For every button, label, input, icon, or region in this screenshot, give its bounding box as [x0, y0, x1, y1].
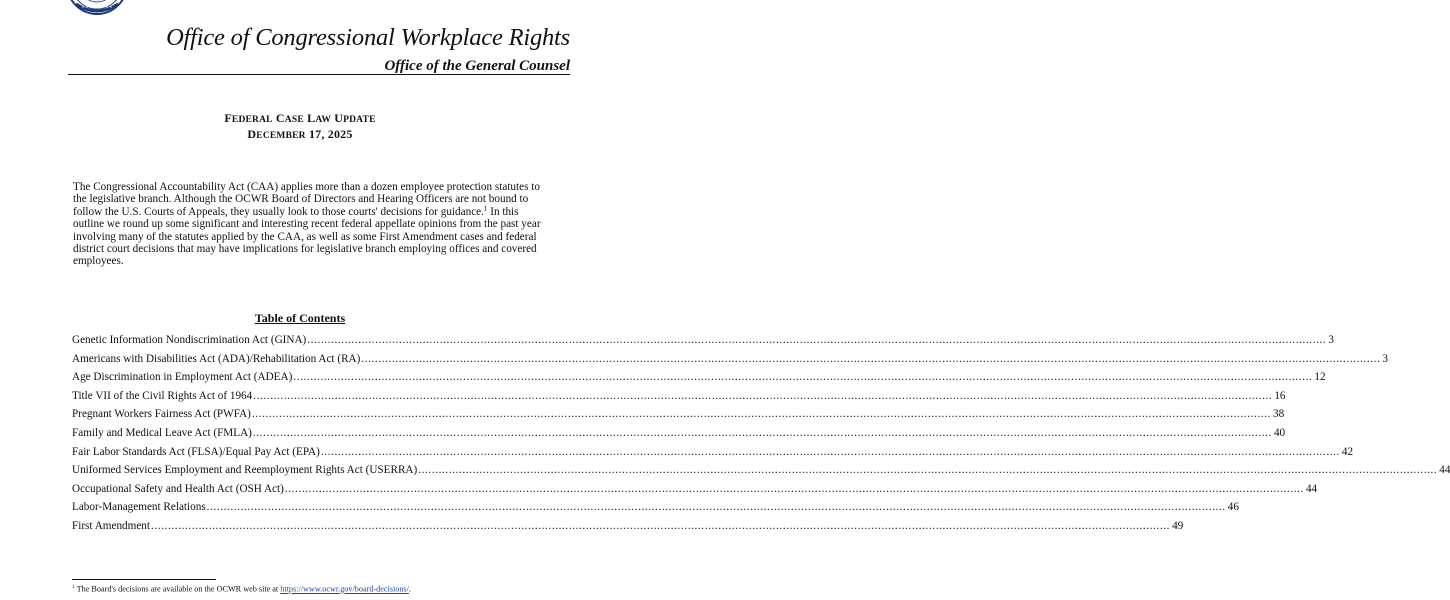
- toc-item[interactable]: [72, 389, 1286, 409]
- footnote: [72, 584, 411, 594]
- board-decisions-link[interactable]: https://www.ocwr.gov/board-decisions/: [280, 584, 409, 594]
- toc-item-title: First Amendment: [72, 519, 151, 532]
- office-subtitle: Office of the General Counsel: [384, 58, 570, 74]
- toc-item-title: Family and Medical Leave Act (FMLA): [72, 426, 252, 439]
- toc-leader: ............................................................................................................................................................................................................................................................................................................: [151, 519, 1171, 532]
- table-of-contents: [72, 334, 1450, 539]
- toc-leader: ............................................................................................................................................................................................................................................................................................................: [320, 445, 1340, 458]
- document-title-line1: FEDERAL CASE LAW UPDATE: [224, 111, 376, 125]
- footnote-text: The Board's decisions are available on the OCWR web site at: [74, 584, 281, 594]
- intro-text-continued: In this outline we round up some significant and interesting recent federal appellate opinions from the past year involving many of the statutes applied by the CAA, as well as some First Amendment cases and federal district court decisions that may have implications for legislative branch employing offices and covered employees.: [73, 205, 541, 268]
- toc-item[interactable]: [72, 519, 1184, 539]
- toc-item[interactable]: [72, 501, 1239, 520]
- toc-item-page: 44: [1305, 482, 1318, 495]
- toc-leader: ............................................................................................................................................................................................................................................................................................................: [284, 482, 1304, 495]
- toc-item[interactable]: [72, 352, 1388, 372]
- toc-item-page: 44: [1439, 464, 1450, 477]
- toc-item-title: Title VII of the Civil Rights Act of 1964: [72, 389, 253, 402]
- toc-item-title: Genetic Information Nondiscrimination Act (GINA): [72, 334, 307, 346]
- intro-text: The Congressional Accountability Act (CAA) applies more than a dozen employee protection statutes to the legislative branch. Although the OCWR Board of Directors and Hearing Officers are not bound to follow the U.S. Courts of Appeals, they usually look to those courts' decisions for guidance.: [73, 181, 540, 218]
- footnote-divider: [72, 579, 216, 580]
- toc-item-page: 40: [1273, 426, 1286, 439]
- toc-item-title: Uniformed Services Employment and Reemployment Rights Act (USERRA): [72, 464, 418, 477]
- toc-leader: ............................................................................................................................................................................................................................................................................................................: [252, 426, 1272, 439]
- toc-item[interactable]: [72, 445, 1354, 465]
- toc-item-page: 38: [1272, 408, 1285, 421]
- toc-item[interactable]: [72, 464, 1450, 483]
- footnote-marker: 1: [72, 584, 75, 590]
- document-date: DECEMBER 17, 2025: [247, 127, 353, 141]
- toc-leader: ............................................................................................................................................................................................................................................................................................................: [251, 408, 1271, 421]
- toc-item-page: 12: [1314, 371, 1326, 384]
- toc-item[interactable]: [72, 482, 1318, 502]
- intro-paragraph: [73, 181, 543, 268]
- footnote-text-end: .: [408, 584, 411, 594]
- toc-leader: ............................................................................................................................................................................................................................................................................................................: [206, 501, 1226, 514]
- toc-leader: ............................................................................................................................................................................................................................................................................................................: [361, 352, 1381, 365]
- toc-item-title: Americans with Disabilities Act (ADA)/Rehabilitation Act (RA): [72, 352, 361, 365]
- toc-leader: ............................................................................................................................................................................................................................................................................................................: [293, 371, 1313, 384]
- toc-item[interactable]: [72, 334, 1334, 353]
- toc-item-page: 3: [1382, 352, 1388, 365]
- toc-leader: ............................................................................................................................................................................................................................................................................................................: [418, 464, 1438, 477]
- toc-item[interactable]: [72, 408, 1285, 427]
- toc-item-page: 49: [1172, 519, 1184, 532]
- header-divider: [68, 74, 570, 75]
- toc-heading: Table of Contents: [254, 311, 346, 325]
- toc-item-title: Age Discrimination in Employment Act (ADEA): [72, 371, 293, 384]
- toc-item-title: Fair Labor Standards Act (FLSA)/Equal Pay Act (EPA): [72, 445, 320, 458]
- toc-item-page: 16: [1274, 389, 1286, 402]
- footnote-ref[interactable]: 1: [483, 204, 488, 213]
- toc-item-title: Occupational Safety and Health Act (OSH Act): [72, 482, 284, 495]
- document-title: [0, 111, 600, 143]
- office-title: Office of Congressional Workplace Rights: [166, 24, 570, 51]
- toc-item-page: 46: [1227, 501, 1239, 514]
- toc-item-page: 42: [1341, 445, 1354, 458]
- toc-item[interactable]: [72, 371, 1326, 390]
- ocwr-seal-logo: [62, 0, 132, 22]
- toc-item-page: 3: [1328, 334, 1334, 346]
- toc-leader: ............................................................................................................................................................................................................................................................................................................: [253, 389, 1273, 402]
- toc-item-title: Pregnant Workers Fairness Act (PWFA): [72, 408, 251, 421]
- toc-item-title: Labor-Management Relations: [72, 501, 206, 514]
- toc-leader: ............................................................................................................................................................................................................................................................................................................: [307, 334, 1327, 346]
- toc-item[interactable]: [72, 426, 1286, 446]
